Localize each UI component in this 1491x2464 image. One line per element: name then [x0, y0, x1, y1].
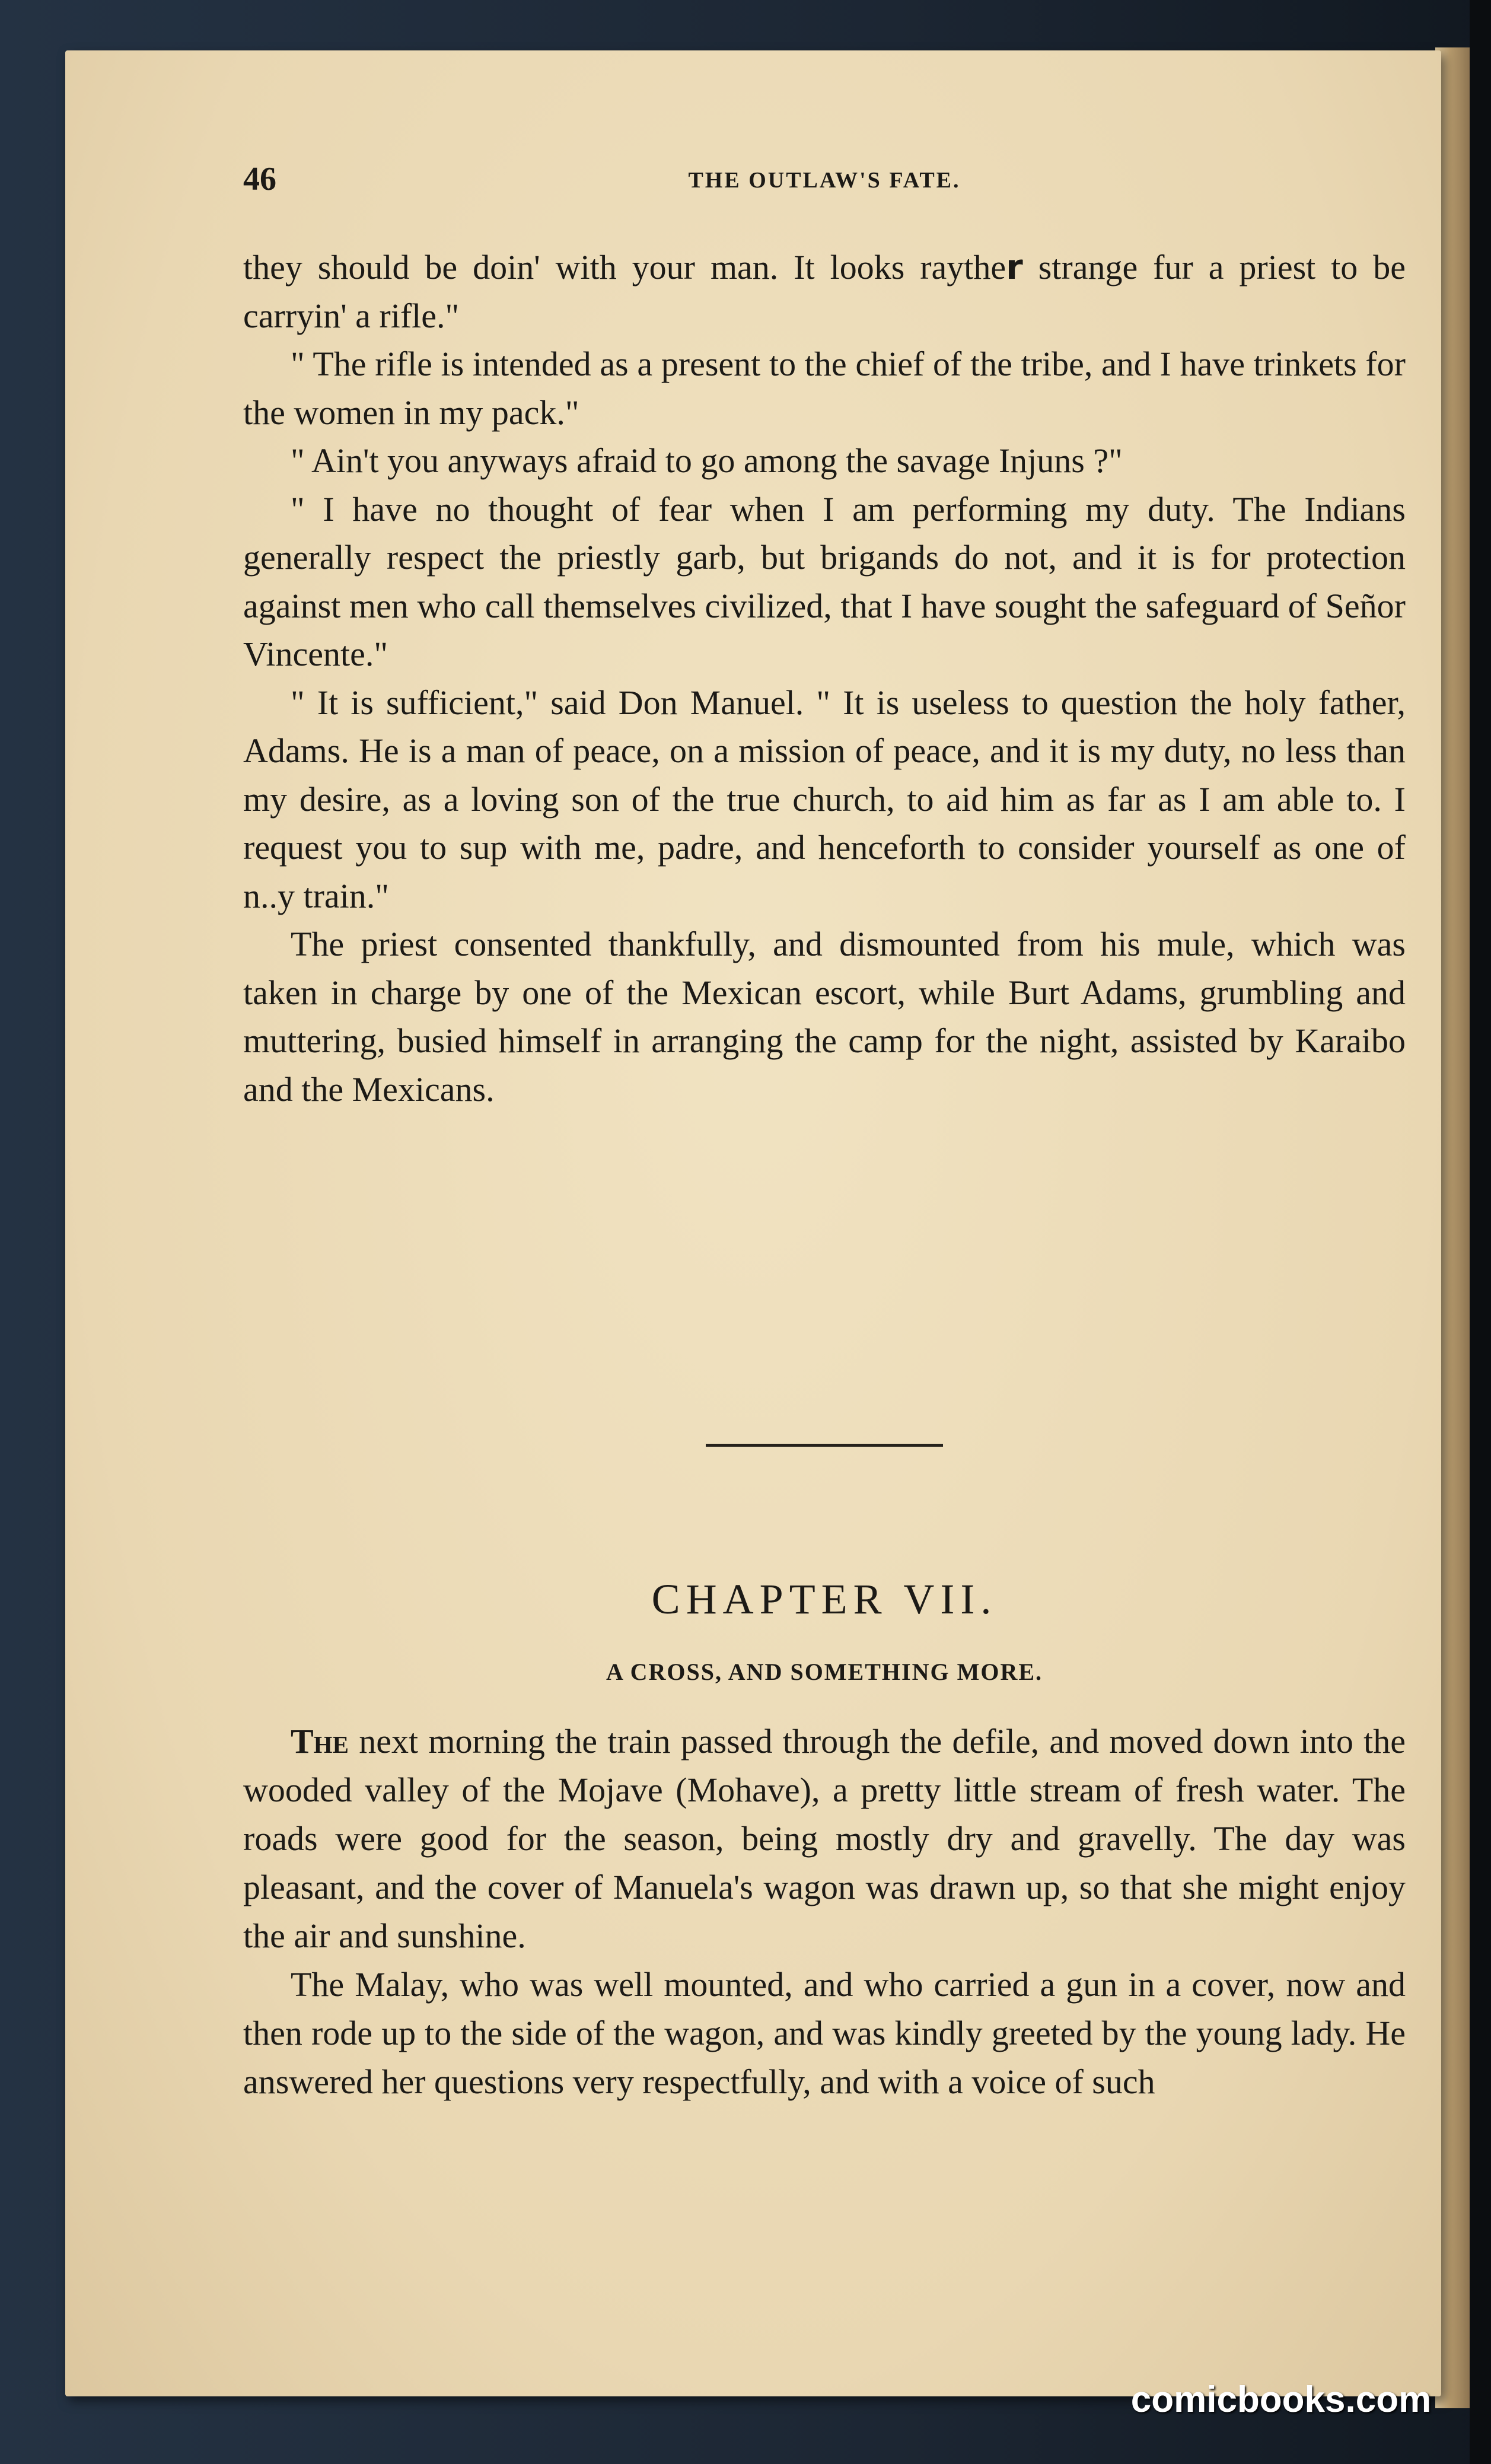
chapter-subtitle: A CROSS, AND SOMETHING MORE. [606, 1658, 1043, 1685]
running-head: THE OUTLAW'S FATE. [688, 168, 961, 193]
paragraph: " The rifle is intended as a present to the chief of the tribe, and I have trinkets for the women in my pack." [243, 345, 1406, 432]
paragraph: they should be doin' with your man. It looks raythe𝗿 strange fur a priest to be carryin' a rifle." [243, 248, 1406, 335]
chapter-title: CHAPTER VII. [651, 1575, 998, 1623]
paragraph: " I have no thought of fear when I am performing my duty. The Indians generally respect the priestly garb, but brigands do not, and it is for protection against men who call themselves civilized, that I have sought the safeguard of Señor Vincente." [243, 489, 1406, 673]
drop-word: The [291, 1722, 349, 1761]
binding-shadow [1470, 0, 1491, 2464]
paragraph-text: next morning the train passed through the defile, and moved down into the wooded valley of the Mojave (Mohave), a pretty little stream of fresh water. The roads were good for the season, being mostly dry and gravelly. The day was pleasant, and the cover of Manuela's wagon was drawn up, so that she might enjoy the air and sunshine. [243, 1722, 1406, 1955]
paragraph: " Ain't you anyways afraid to go among the savage Injuns ?" [291, 441, 1123, 480]
watermark-logo: comicbooks.com [1130, 2379, 1432, 2420]
body-text-bottom [243, 1717, 1406, 2106]
body-text-top [243, 243, 1406, 1113]
paragraph: The priest consented thankfully, and dismounted from his mule, which was taken in charge by one of the Mexican escort, while Burt Adams, grumbling and muttering, busied himself in arranging the camp for the night, assisted by Karaibo and the Mexicans. [243, 925, 1406, 1109]
page-header [243, 160, 1406, 208]
page-number: 46 [243, 161, 276, 198]
paragraph: " It is sufficient," said Don Manuel. " It is useless to question the holy father, Adams. He is a man of peace, on a mission of peace, and it is my duty, no less than my desire, as a loving son of the true church, to aid him as far as I am able to. I request you to sup with me, padre, and henceforth to consider yourself as one of n..y train." [243, 683, 1406, 915]
section-divider [706, 1444, 943, 1447]
paragraph [243, 1717, 1406, 1960]
paragraph: The Malay, who was well mounted, and who carried a gun in a cover, now and then rode up to the side of the wagon, and was kindly greeted by the young lady. He answered her questions very respectfully, and with a voice of such [243, 1965, 1406, 2101]
